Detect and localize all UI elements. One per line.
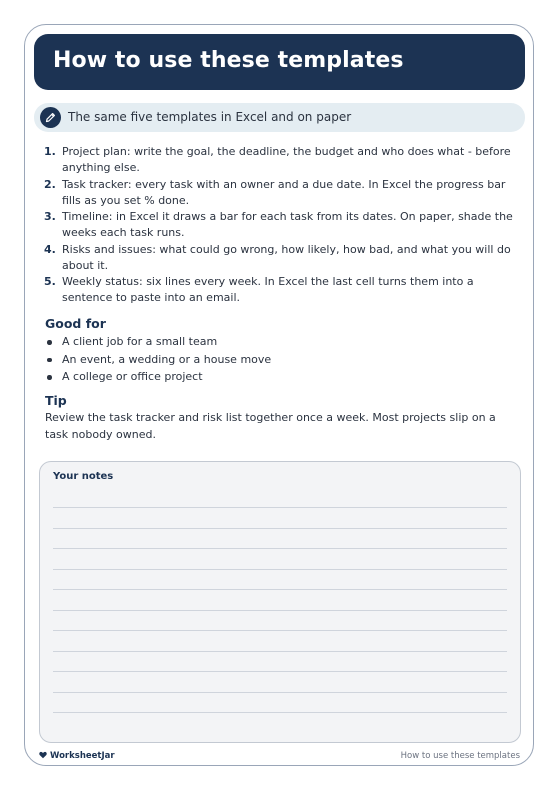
- list-item: An event, a wedding or a house move: [45, 351, 271, 369]
- note-line: [53, 712, 507, 713]
- step-number: 1.: [44, 145, 56, 158]
- tip-heading: Tip: [45, 393, 67, 408]
- step-text: Risks and issues: what could go wrong, how likely, how bad, and what you will do about it.: [62, 242, 511, 272]
- list-item: [44, 209, 514, 241]
- step-number: 2.: [44, 177, 56, 191]
- step-text: Timeline: in Excel it draws a bar for each task from its dates. On paper, shade the weeks each task runs.: [62, 210, 513, 239]
- title-banner: [34, 34, 525, 90]
- step-text: Weekly status: six lines every week. In Excel the last cell turns them into a sentence to paste into an email.: [62, 275, 474, 304]
- note-line: [53, 630, 507, 631]
- subtitle-text: The same five templates in Excel and on paper: [68, 110, 352, 124]
- note-line: [53, 671, 507, 672]
- note-line: [53, 507, 507, 508]
- heart-icon: [39, 751, 47, 759]
- list-item: [44, 242, 514, 274]
- step-number: 4.: [44, 242, 56, 256]
- list-item: [44, 144, 514, 176]
- footer-brand: [39, 751, 115, 761]
- note-line: [53, 528, 507, 529]
- step-number: 5.: [44, 275, 56, 288]
- notes-title: Your notes: [53, 471, 114, 482]
- tip-text: Review the task tracker and risk list together once a week. Most projects slip on a task nobody owned.: [45, 411, 496, 441]
- subtitle-bar: [34, 103, 525, 132]
- step-text: Project plan: write the goal, the deadline, the budget and who does what - before anything else.: [62, 145, 511, 174]
- good-for-list: [45, 333, 271, 386]
- footer-page-label: How to use these templates: [400, 751, 520, 761]
- list-item: A client job for a small team: [45, 333, 271, 351]
- note-line: [53, 589, 507, 590]
- note-line: [53, 610, 507, 611]
- note-line: [53, 569, 507, 570]
- note-line: [53, 548, 507, 549]
- step-text: Task tracker: every task with an owner and a due date. In Excel the progress bar fills as you set % done.: [62, 177, 506, 207]
- step-number: 3.: [44, 210, 56, 223]
- notes-box[interactable]: [39, 461, 521, 743]
- good-for-heading: Good for: [45, 316, 106, 331]
- pencil-icon: [40, 107, 61, 128]
- list-item: A college or office project: [45, 368, 271, 386]
- page-title: How to use these templates: [53, 48, 404, 73]
- steps-list: [44, 144, 514, 307]
- note-line: [53, 651, 507, 652]
- list-item: [44, 177, 514, 209]
- brand-name: WorksheetJar: [50, 751, 115, 761]
- list-item: [44, 274, 514, 306]
- note-line: [53, 692, 507, 693]
